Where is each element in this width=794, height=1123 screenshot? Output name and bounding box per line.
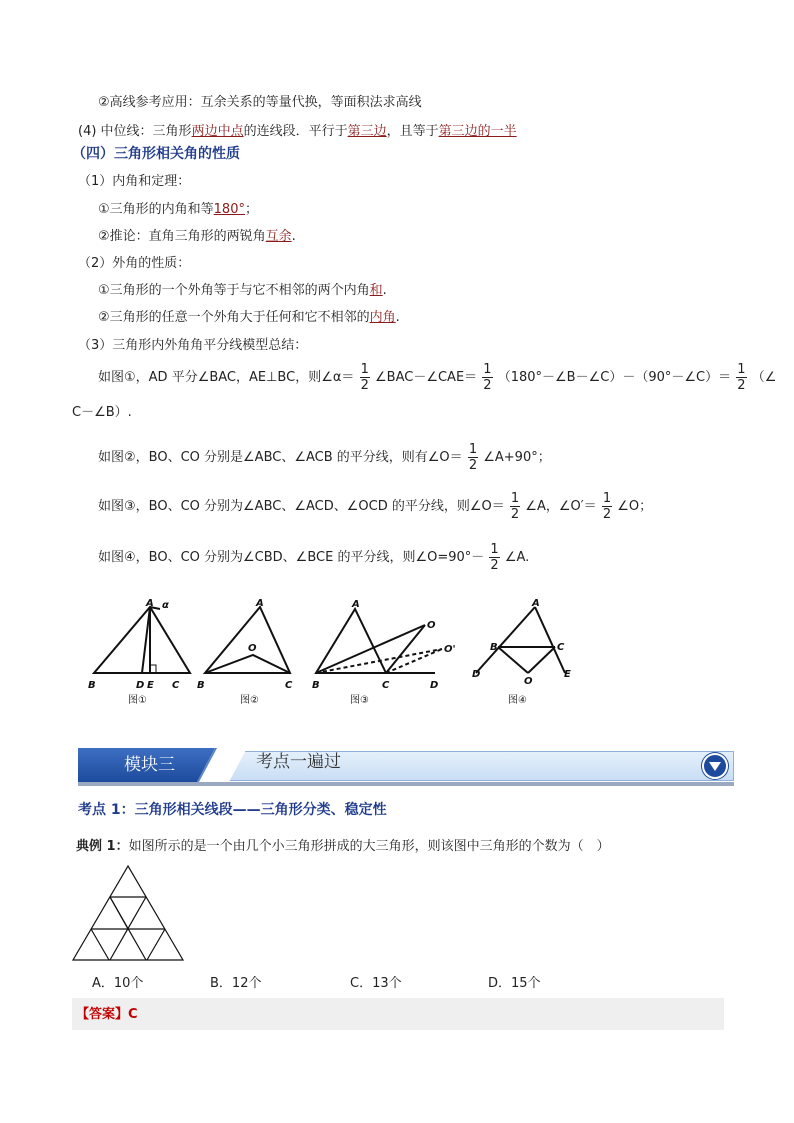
figure-1-triangle bbox=[94, 607, 190, 673]
point-label-B: B bbox=[88, 680, 96, 691]
figure-3-triangle bbox=[316, 609, 442, 673]
answer-bar bbox=[72, 998, 724, 1030]
point-label-B: B bbox=[490, 642, 498, 653]
point-label-A: A bbox=[352, 599, 360, 610]
figure-caption-3: 图③ bbox=[350, 695, 369, 706]
point-label-E: E bbox=[564, 669, 571, 680]
kaodian-heading: 考点 1：三角形相关线段——三角形分类、稳定性 bbox=[78, 802, 387, 818]
figure-4-triangle bbox=[476, 607, 565, 673]
point-label-A: A bbox=[256, 598, 264, 609]
fraction-half: $\frac{1}{2}$ bbox=[468, 442, 478, 473]
line-interior-sum: （1）内角和定理： bbox=[78, 174, 191, 189]
point-label-D: D bbox=[472, 669, 481, 680]
figure-caption-1: 图① bbox=[128, 695, 147, 706]
fraction-half: $\frac{1}{2}$ bbox=[490, 542, 499, 573]
figure-caption-2: 图② bbox=[240, 695, 259, 706]
point-label-C: C bbox=[557, 642, 565, 653]
option-c[interactable]: C．13个 bbox=[350, 976, 402, 991]
point-label-B: B bbox=[312, 680, 320, 691]
formula-fig1-cont: C－∠B）. bbox=[72, 405, 132, 420]
fraction-half: $\frac{1}{2}$ bbox=[483, 362, 492, 393]
figure-2-triangle bbox=[205, 607, 290, 673]
point-label-D: D bbox=[430, 680, 439, 691]
point-label-O-prime: O' bbox=[444, 644, 456, 655]
option-d[interactable]: D．15个 bbox=[488, 976, 541, 991]
banner-module: 模块三 bbox=[78, 748, 220, 782]
formula-fig2: 如图②，BO、CO 分别是∠ABC、∠ACB 的平分线，则有∠O＝ $\frac{1}{2}$ ∠A+90°； bbox=[98, 442, 551, 473]
point-label-A: A bbox=[532, 598, 540, 609]
figure-caption-4: 图④ bbox=[508, 695, 527, 706]
point-label-E: E bbox=[147, 680, 154, 691]
formula-fig1: 如图①，AD 平分∠BAC，AE⊥BC，则∠α＝ $\frac{1}{2}$ ∠BAC－∠CAE＝ $\frac{1}{2}$ （180°－∠B－∠C）－（90°－∠C）＝ $\frac{1}{2}$ （∠ bbox=[98, 362, 777, 393]
point-label-A: A bbox=[146, 598, 154, 609]
fraction-half: $\frac{1}{2}$ bbox=[602, 491, 612, 522]
line-model-summary: （3）三角形内外角角平分线模型总结： bbox=[78, 338, 308, 353]
section-heading-four: （四）三角形相关角的性质 bbox=[72, 146, 240, 162]
option-a[interactable]: A．10个 bbox=[92, 976, 144, 991]
point-label-B: B bbox=[197, 680, 205, 691]
line-interior-sum-a: ①三角形的内角和等180°； bbox=[98, 202, 258, 217]
option-b[interactable]: B．12个 bbox=[210, 976, 262, 991]
point-label-D: D bbox=[136, 680, 145, 691]
line-corollary: ②推论：直角三角形的两锐角互余. bbox=[98, 229, 296, 244]
line-exterior-angle: （2）外角的性质： bbox=[78, 256, 191, 271]
line-exterior-b: ②三角形的任意一个外角大于任何和它不相邻的内角. bbox=[98, 310, 400, 325]
banner-shadow bbox=[78, 782, 734, 786]
formula-fig3: 如图③，BO、CO 分别为∠ABC、∠ACD、∠OCD 的平分线，则∠O＝ $\frac{1}{2}$ ∠A，∠O′＝ $\frac{1}{2}$ ∠O； bbox=[98, 491, 653, 522]
triangle-grid-figure bbox=[70, 864, 186, 962]
banner-title: 考点一遍过 bbox=[256, 752, 341, 772]
fraction-half: $\frac{1}{2}$ bbox=[510, 491, 520, 522]
point-label-C: C bbox=[285, 680, 293, 691]
fraction-half: $\frac{1}{2}$ bbox=[360, 362, 369, 393]
formula-fig4: 如图④，BO、CO 分别为∠CBD、∠BCE 的平分线，则∠O=90°－ $\frac{1}{2}$ ∠A. bbox=[98, 542, 530, 573]
answer-line: 【答案】C bbox=[76, 1007, 138, 1022]
fraction-half: $\frac{1}{2}$ bbox=[737, 362, 746, 393]
collapse-icon[interactable] bbox=[702, 753, 728, 779]
line-midline: (4) 中位线：三角形两边中点的连线段．平行于第三边，且等于第三边的一半 bbox=[78, 124, 517, 139]
line-altitude-application: ②高线参考应用：互余关系的等量代换，等面积法求高线 bbox=[98, 95, 422, 110]
point-label-alpha: α bbox=[162, 600, 169, 611]
point-label-O: O bbox=[248, 643, 257, 654]
line-exterior-a: ①三角形的一个外角等于与它不相邻的两个内角和. bbox=[98, 283, 387, 298]
geometry-figures bbox=[80, 595, 580, 715]
point-label-O: O bbox=[524, 676, 533, 687]
example-question: 典例 1：如图所示的是一个由几个小三角形拼成的大三角形，则该图中三角形的个数为（ ） bbox=[76, 839, 610, 854]
point-label-C: C bbox=[172, 680, 180, 691]
point-label-C: C bbox=[382, 680, 390, 691]
point-label-O: O bbox=[427, 620, 436, 631]
